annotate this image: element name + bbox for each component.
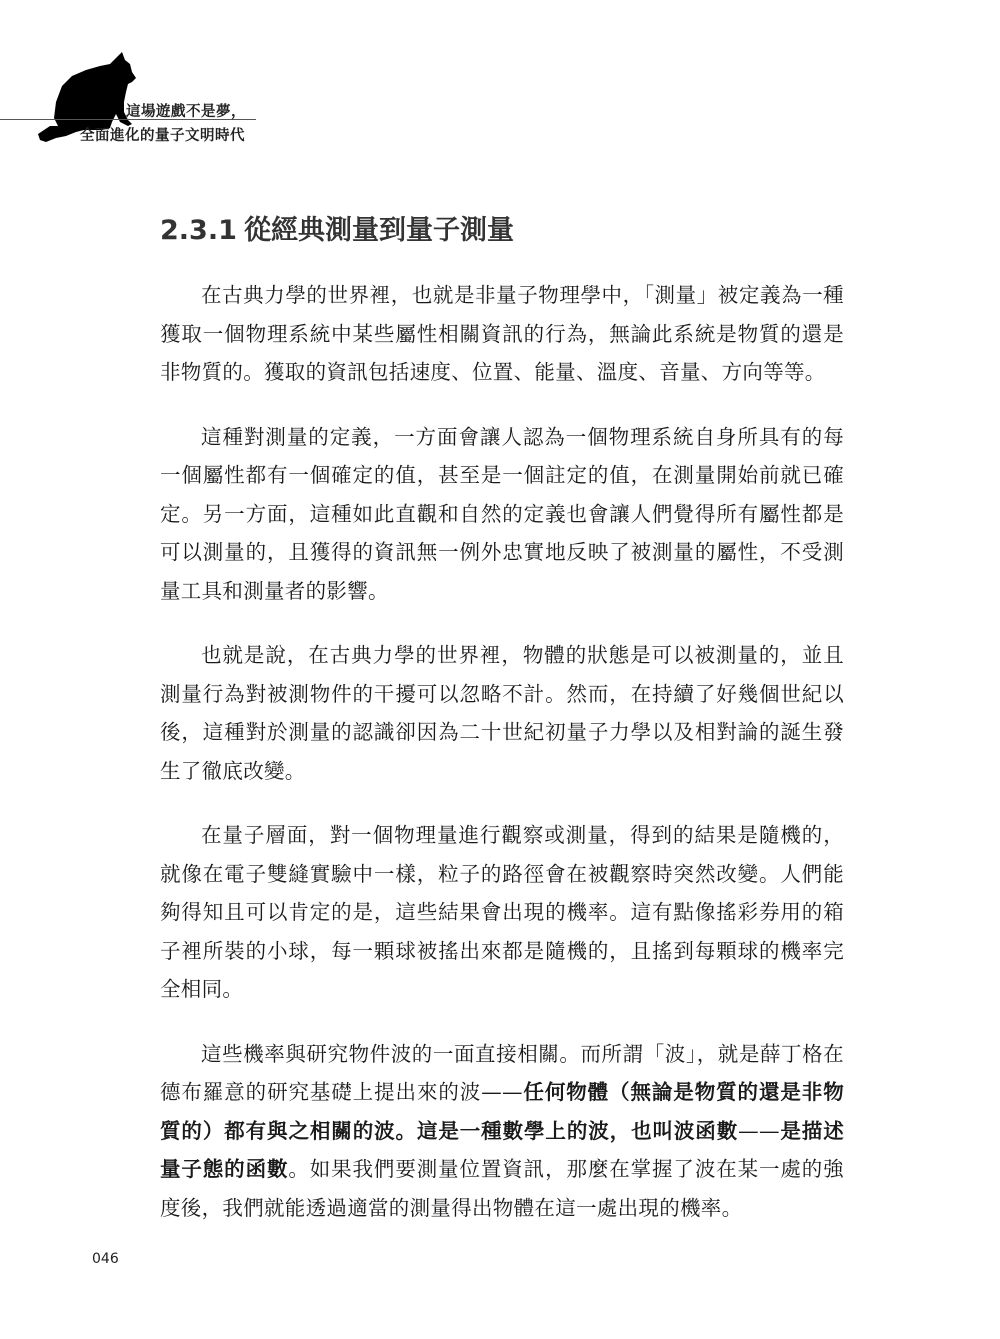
bold-text-run: 任何物體（無論是物質的還是非物質的）都有與之相關的波。這是一種數學上的波，也叫波函數 (160, 1080, 844, 1143)
section-number: 2.3.1 (160, 215, 237, 246)
paragraph (160, 1035, 844, 1228)
paragraph: 也就是說，在古典力學的世界裡，物體的狀態是可以被測量的，並且測量行為對被測物件的干擾可以忽略不計。然而，在持續了好幾個世紀以後，這種對於測量的認識卻因為二十世紀初量子力學以及相對論的誕生發生了徹底改變。 (160, 643, 844, 783)
bold-text-run: 是描述量子態的函數 (160, 1118, 844, 1181)
page-number: 046 (92, 1251, 119, 1267)
body-text (160, 276, 844, 1253)
book-subtitle-line2: 全面進化的量子文明時代 (80, 128, 245, 144)
text-run: —— (738, 1118, 780, 1143)
book-subtitle-line1: 這場遊戲不是夢， (126, 104, 246, 120)
section-heading (160, 208, 514, 247)
section-title: 從經典測量到量子測量 (244, 215, 514, 246)
text-run: 。如果我們要測量位置資訊，那麼在掌握了波在某一處的強度後，我們就能透過適當的測量得出物體在這一處出現的機率。 (160, 1157, 844, 1220)
paragraph: 這種對測量的定義，一方面會讓人認為一個物理系統自身所具有的每一個屬性都有一個確定的值，甚至是一個註定的值，在測量開始前就已確定。另一方面，這種如此直觀和自然的定義也會讓人們覺得所有屬性都是可以測量的，且獲得的資訊無一例外忠實地反映了被測量的屬性，不受測量工具和測量者的影響。 (160, 424, 844, 603)
paragraph: 在量子層面，對一個物理量進行觀察或測量，得到的結果是隨機的，就像在電子雙縫實驗中一樣，粒子的路徑會在被觀察時突然改變。人們能夠得知且可以肯定的是，這些結果會出現的機率。這有點像搖彩券用的箱子裡所裝的小球，每一顆球被搖出來都是隨機的，且搖到每顆球的機率完全相同。 (160, 823, 844, 1001)
text-run: 這些機率與研究物件波的一面直接相關。而所謂「波」，就是薛丁格在德布羅意的研究基礎上提出來的波—— (160, 1041, 844, 1104)
paragraph: 在古典力學的世界裡，也就是非量子物理學中，「測量」被定義為一種獲取一個物理系統中某些屬性相關資訊的行為，無論此系統是物質的還是非物質的。獲取的資訊包括速度、位置、能量、溫度、音量、方向等等。 (160, 283, 844, 384)
running-header (0, 0, 300, 160)
